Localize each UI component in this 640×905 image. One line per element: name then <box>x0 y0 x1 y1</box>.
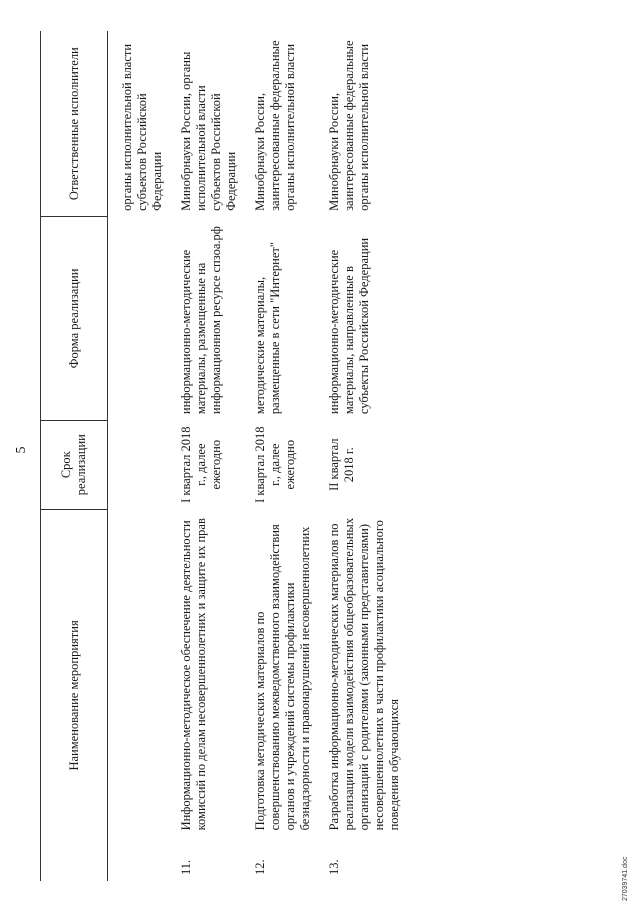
row-name <box>108 509 172 836</box>
table-row <box>245 31 319 881</box>
table-row <box>171 31 245 881</box>
header-term: Срок реализации <box>41 420 108 509</box>
table-row <box>108 31 172 881</box>
header-responsible: Ответственные исполнители <box>41 31 108 217</box>
table-row <box>319 31 408 881</box>
row-responsible: органы исполнительной власти субъектов Российской Федерации <box>120 43 164 211</box>
page-number: 5 <box>14 446 29 454</box>
row-form: информационно-методические материалы, размещенные на информационном ресурсе спзоа.рф <box>179 226 223 415</box>
row-number: 12. <box>253 859 267 875</box>
row-form <box>108 217 172 420</box>
row-name: Подготовка методических материалов по совершенствованию межведомственного взаимодействия органов и учреждений системы профилактики безнадзорности и правонарушений несовершеннолетних <box>253 524 312 831</box>
row-form: методические материалы, размещенные в сети "Интернет" <box>253 242 282 415</box>
row-form: информационно-методические материалы, направленные в субъекты Российской Федерации <box>327 237 371 415</box>
row-number <box>108 836 172 881</box>
row-term: I квартал 2018 г., далее ежегодно <box>253 426 297 503</box>
row-name: Разработка информационно-методических материалов по реализации модели взаимодействия общеобразовательных организаций с родителями (законными представителями) несовершеннолетних в части профилактики асоциального поведения обучающихся <box>327 517 401 831</box>
header-form: Форма реализации <box>41 217 108 420</box>
row-responsible: Минобрнауки России, органы исполнительной власти субъектов Российской Федерации <box>179 51 238 211</box>
action-plan-table <box>40 31 408 881</box>
header-name: Наименование мероприятия <box>41 509 108 881</box>
row-responsible: Минобрнауки России, заинтересованные федеральные органы исполнительной власти <box>253 40 297 211</box>
row-number: 13. <box>327 859 341 875</box>
document-code: 27039741.doc <box>622 856 629 901</box>
row-responsible: Минобрнауки России, заинтересованные федеральные органы исполнительной власти <box>327 40 371 211</box>
row-term <box>108 420 172 509</box>
row-term: I квартал 2018 г., далее ежегодно <box>179 426 223 503</box>
row-term: II квартал 2018 г. <box>327 438 356 491</box>
row-number: 11. <box>179 859 193 875</box>
row-name: Информационно-методическое обеспечение деятельности комиссий по делам несовершеннолетних и защите их прав <box>179 518 208 831</box>
table-header-row <box>41 31 108 881</box>
